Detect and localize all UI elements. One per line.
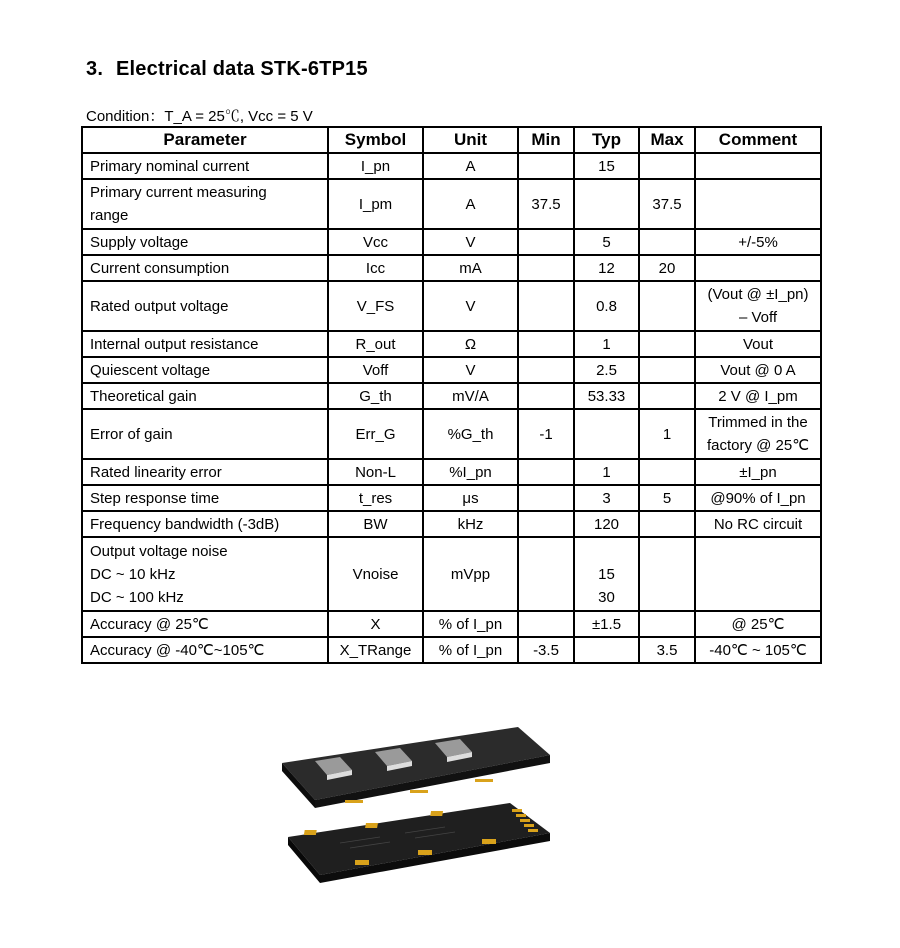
cell-min [518, 255, 574, 281]
cell-typ [574, 255, 639, 281]
cell-max: 3.5 [639, 637, 695, 663]
cell-line: 37.5 [531, 195, 561, 213]
cell-symbol: Vcc [328, 229, 423, 255]
cell-parameter [82, 637, 328, 663]
cell-parameter [82, 357, 328, 383]
cell-parameter [82, 459, 328, 485]
table-row [82, 153, 821, 179]
section-title: Electrical data STK-6TP15 [116, 58, 368, 80]
product-exploded-view-image [270, 715, 570, 890]
cell-line: 5 [602, 233, 611, 251]
table-row [82, 611, 821, 637]
cell-unit: % of I_pn [423, 637, 518, 663]
cell-line: 2 V @ I_pm [718, 387, 798, 405]
cell-line: 1 [602, 463, 611, 481]
cell-line [579, 540, 634, 563]
cell-symbol: BW [328, 511, 423, 537]
cell-max [639, 511, 695, 537]
cell-line: 15 [598, 157, 615, 175]
cell-min [518, 537, 574, 611]
cell-unit: V [423, 281, 518, 331]
cell-parameter [82, 331, 328, 357]
cell-symbol: t_res [328, 485, 423, 511]
table-row [82, 537, 821, 611]
cell-symbol: Voff [328, 357, 423, 383]
cell-max [639, 611, 695, 637]
cell-unit: kHz [423, 511, 518, 537]
cell-line: ±1.5 [591, 615, 622, 633]
cell-comment [695, 255, 821, 281]
cell-symbol: Err_G [328, 409, 423, 459]
table-row [82, 331, 821, 357]
cell-line: 53.33 [587, 387, 626, 405]
table-header-row [82, 127, 821, 153]
cell-line: 0.8 [596, 297, 617, 315]
cell-min [518, 637, 574, 663]
cell-typ [574, 331, 639, 357]
cell-max: 20 [639, 255, 695, 281]
table-row [82, 637, 821, 663]
cell-parameter [82, 611, 328, 637]
top-pad [345, 800, 363, 803]
cell-symbol: I_pm [328, 179, 423, 229]
cell-parameter [82, 537, 328, 611]
cell-line: 12 [598, 259, 615, 277]
cell-comment [695, 179, 821, 229]
cell-unit: A [423, 153, 518, 179]
cell-comment [695, 485, 821, 511]
cell-typ [574, 153, 639, 179]
cell-symbol: Icc [328, 255, 423, 281]
table-row [82, 179, 821, 229]
cell-line: Quiescent voltage [90, 361, 211, 379]
cell-line: No RC circuit [713, 515, 803, 533]
bottom-layer [288, 803, 550, 883]
cell-unit: V [423, 357, 518, 383]
cell-line: Rated linearity error [90, 463, 222, 481]
cell-symbol: X [328, 611, 423, 637]
cell-max [639, 331, 695, 357]
cell-line: Vout [742, 335, 774, 353]
cell-unit: % of I_pn [423, 611, 518, 637]
table-row [82, 485, 821, 511]
cell-line: Vout @ 0 A [720, 361, 796, 379]
cell-line: Primary nominal current [90, 157, 250, 175]
cell-comment [695, 153, 821, 179]
header-symbol: Symbol [328, 127, 423, 153]
cell-typ [574, 485, 639, 511]
cell-max [639, 153, 695, 179]
cell-typ [574, 537, 639, 611]
cell-line: Error of gain [90, 425, 173, 443]
cell-line: @90% of I_pn [710, 489, 806, 507]
cell-unit: %G_th [423, 409, 518, 459]
cell-typ [574, 459, 639, 485]
cell-min [518, 281, 574, 331]
electrical-data-table [81, 126, 822, 664]
cell-line: 1 [602, 335, 611, 353]
cell-comment [695, 537, 821, 611]
cell-line: 30 [598, 588, 615, 606]
cell-min [518, 229, 574, 255]
cell-line: Theoretical gain [90, 387, 197, 405]
cell-typ [574, 611, 639, 637]
cell-comment [695, 357, 821, 383]
cell-unit: mVpp [423, 537, 518, 611]
cell-typ [574, 357, 639, 383]
cell-line: -40℃ ~ 105℃ [709, 641, 807, 659]
cell-comment [695, 281, 821, 331]
cell-line: factory @ 25℃ [706, 437, 810, 454]
cell-max [639, 357, 695, 383]
header-parameter: Parameter [82, 127, 328, 153]
table-row [82, 229, 821, 255]
test-condition: Condition：T_A = 25℃, Vcc = 5 V [86, 108, 313, 125]
cell-max: 37.5 [639, 179, 695, 229]
cell-line: Output voltage noise [90, 542, 228, 560]
cell-unit: mV/A [423, 383, 518, 409]
cell-comment [695, 331, 821, 357]
cell-min [518, 179, 574, 229]
cell-unit: A [423, 179, 518, 229]
cell-comment [695, 409, 821, 459]
top-pad [475, 779, 493, 782]
cell-line: ±I_pn [739, 463, 777, 481]
cell-symbol: I_pn [328, 153, 423, 179]
section-heading [86, 58, 368, 81]
cell-min [518, 611, 574, 637]
cell-comment [695, 229, 821, 255]
cell-parameter [82, 383, 328, 409]
cell-line: Accuracy @ -40℃~105℃ [90, 641, 265, 659]
table-row [82, 281, 821, 331]
cell-max [639, 229, 695, 255]
cell-line: 3 [602, 489, 611, 507]
cell-comment [695, 611, 821, 637]
cell-parameter [82, 153, 328, 179]
cell-min [518, 153, 574, 179]
cell-comment [695, 383, 821, 409]
cell-line: +/-5% [738, 233, 778, 251]
cell-line: Step response time [90, 489, 220, 507]
cell-line: Trimmed in the [708, 414, 808, 431]
cell-line: 15 [598, 565, 615, 583]
table-row [82, 409, 821, 459]
cell-min [518, 511, 574, 537]
cell-parameter [82, 511, 328, 537]
top-pad [410, 790, 428, 793]
cell-line: DC ~ 10 kHz [90, 565, 176, 583]
cell-typ [574, 281, 639, 331]
cell-typ [574, 229, 639, 255]
cell-parameter [82, 255, 328, 281]
cell-unit: V [423, 229, 518, 255]
cell-parameter [82, 485, 328, 511]
cell-unit: %I_pn [423, 459, 518, 485]
cell-symbol: Vnoise [328, 537, 423, 611]
cell-line: Primary current measuring [90, 184, 267, 201]
top-layer [282, 727, 550, 808]
cell-symbol: R_out [328, 331, 423, 357]
cell-line: 120 [593, 515, 620, 533]
cell-parameter [82, 281, 328, 331]
cell-unit: mA [423, 255, 518, 281]
cell-typ [574, 637, 639, 663]
cell-max [639, 383, 695, 409]
cell-typ [574, 179, 639, 229]
cell-line: – Voff [738, 309, 778, 326]
cell-typ [574, 511, 639, 537]
cell-min [518, 459, 574, 485]
cell-min [518, 383, 574, 409]
cell-comment [695, 459, 821, 485]
cell-symbol: X_TRange [328, 637, 423, 663]
cell-parameter [82, 409, 328, 459]
cell-line: -1 [539, 425, 553, 443]
cell-line: range [90, 207, 129, 224]
table-row [82, 383, 821, 409]
table-row [82, 511, 821, 537]
header-typ: Typ [574, 127, 639, 153]
cell-unit: μs [423, 485, 518, 511]
table-row [82, 459, 821, 485]
cell-comment [695, 511, 821, 537]
cell-max [639, 281, 695, 331]
cell-line: DC ~ 100 kHz [90, 588, 184, 606]
cell-max [639, 459, 695, 485]
cell-line: @ 25℃ [731, 615, 785, 633]
cell-min [518, 409, 574, 459]
cell-symbol: V_FS [328, 281, 423, 331]
cell-line: Rated output voltage [90, 297, 229, 315]
cell-line: Frequency bandwidth (-3dB) [90, 515, 280, 533]
header-comment: Comment [695, 127, 821, 153]
table-row [82, 255, 821, 281]
cell-parameter [82, 229, 328, 255]
cell-min [518, 331, 574, 357]
cell-unit: Ω [423, 331, 518, 357]
header-unit: Unit [423, 127, 518, 153]
cell-max [639, 537, 695, 611]
cell-symbol: G_th [328, 383, 423, 409]
cell-comment [695, 637, 821, 663]
cell-line: Current consumption [90, 259, 230, 277]
section-number: 3. [86, 58, 104, 80]
cell-line: Internal output resistance [90, 335, 259, 353]
cell-line: -3.5 [533, 641, 559, 659]
header-max: Max [639, 127, 695, 153]
cell-typ [574, 383, 639, 409]
cell-symbol: Non-L [328, 459, 423, 485]
cell-line: (Vout @ ±I_pn) [707, 286, 809, 303]
table-row [82, 357, 821, 383]
cell-max: 1 [639, 409, 695, 459]
cell-max: 5 [639, 485, 695, 511]
cell-min [518, 485, 574, 511]
cell-min [518, 357, 574, 383]
cell-line: Accuracy @ 25℃ [90, 615, 209, 633]
cell-line: 2.5 [596, 361, 617, 379]
cell-parameter [82, 179, 328, 229]
cell-line: Supply voltage [90, 233, 189, 251]
header-min: Min [518, 127, 574, 153]
cell-typ [574, 409, 639, 459]
